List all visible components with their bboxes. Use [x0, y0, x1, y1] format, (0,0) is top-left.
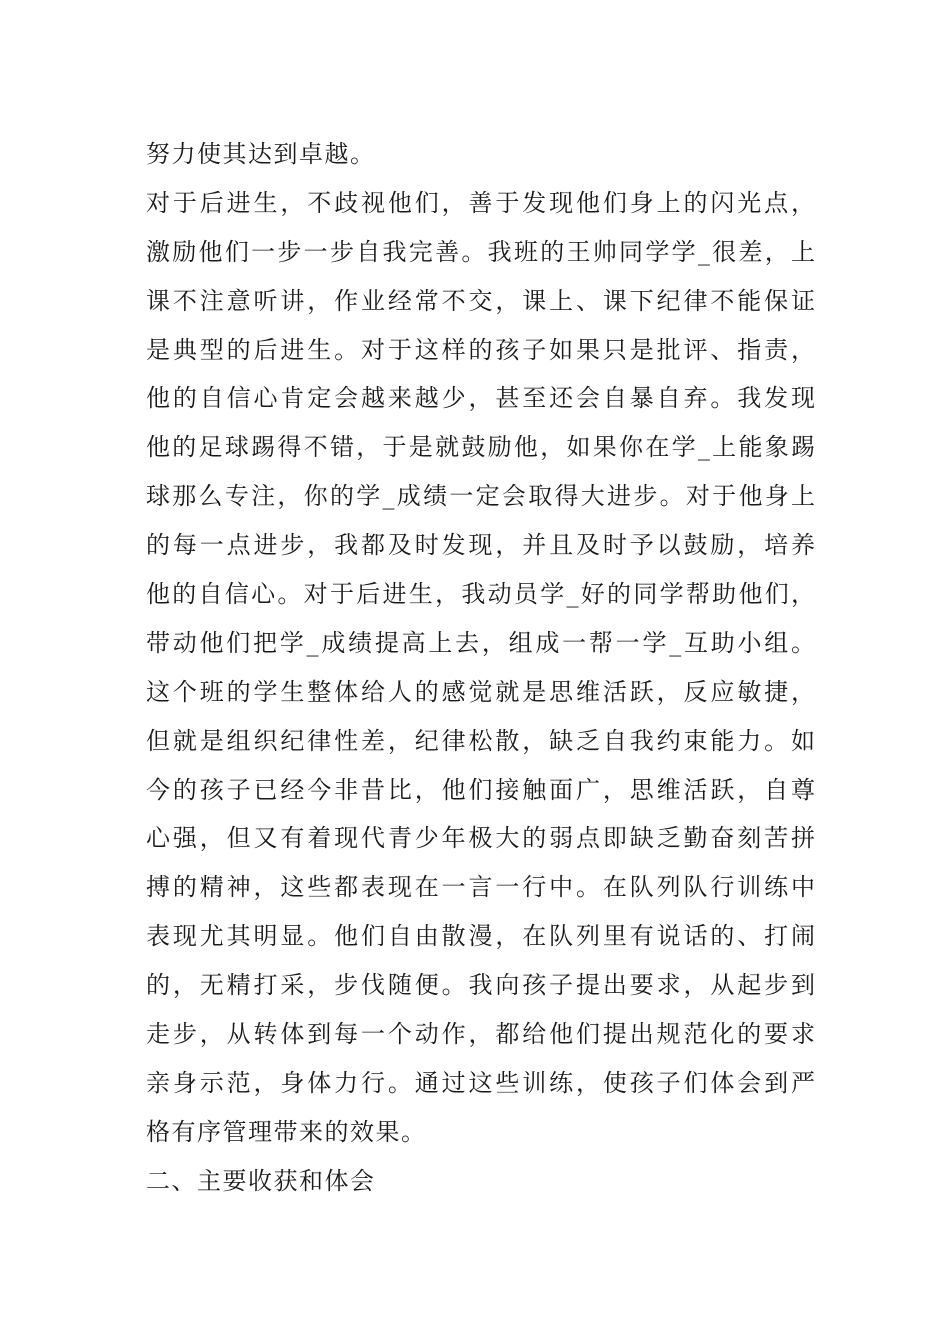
- text-line: 他的自信心。对于后进生，我动员学_好的同学帮助他们，: [146, 580, 816, 609]
- text-line: 他的自信心肯定会越来越少，甚至还会自暴自弃。我发现: [146, 384, 816, 413]
- text-line: 他的足球踢得不错，于是就鼓励他，如果你在学_上能象踢: [146, 433, 816, 462]
- text-line: 这个班的学生整体给人的感觉就是思维活跃，反应敏捷，: [146, 677, 816, 706]
- section-heading: 二、主要收获和体会: [146, 1166, 376, 1195]
- text-line: 的每一点进步，我都及时发现，并且及时予以鼓励，培养: [146, 531, 816, 560]
- text-line: 搏的精神，这些都表现在一言一行中。在队列队行训练中: [146, 873, 816, 902]
- text-line: 对于后进生，不歧视他们，善于发现他们身上的闪光点，: [146, 188, 816, 217]
- text-line: 的，无精打采，步伐随便。我向孩子提出要求，从起步到: [146, 971, 816, 1000]
- text-line: 今的孩子已经今非昔比，他们接触面广，思维活跃，自尊: [146, 775, 816, 804]
- text-line: 心强，但又有着现代青少年极大的弱点即缺乏勤奋刻苦拼: [146, 824, 816, 853]
- text-line: 球那么专注，你的学_成绩一定会取得大进步。对于他身上: [146, 482, 816, 511]
- text-line: 格有序管理带来的效果。: [146, 1117, 427, 1146]
- text-line: 亲身示范，身体力行。通过这些训练，使孩子们体会到严: [146, 1068, 816, 1097]
- text-line: 努力使其达到卓越。: [146, 140, 376, 168]
- text-line: 表现尤其明显。他们自由散漫，在队列里有说话的、打闹: [146, 922, 816, 951]
- document-body: [146, 130, 816, 1206]
- text-line: 是典型的后进生。对于这样的孩子如果只是批评、指责，: [146, 335, 816, 364]
- text-line: 走步，从转体到每一个动作，都给他们提出规范化的要求: [146, 1020, 816, 1049]
- text-line: 但就是组织纪律性差，纪律松散，缺乏自我约束能力。如: [146, 726, 816, 755]
- text-line: 激励他们一步一步自我完善。我班的王帅同学学_很差，上: [146, 237, 816, 266]
- text-line: 课不注意听讲，作业经常不交，课上、课下纪律不能保证: [146, 286, 816, 315]
- text-line: 带动他们把学_成绩提高上去，组成一帮一学_互助小组。: [146, 628, 816, 657]
